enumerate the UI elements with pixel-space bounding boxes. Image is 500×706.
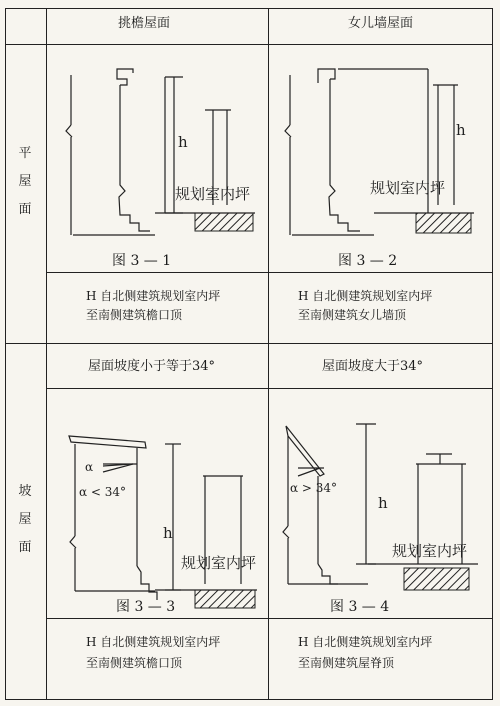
divider [46,272,493,273]
row-label-char: 屋 [18,174,32,189]
diagram-fig-3-2 [278,55,483,245]
site-elevation-label: 规划室内坪 [392,542,468,560]
diagram-fig-3-3 [55,396,260,611]
diagram-fig-3-1 [55,55,260,245]
site-elevation-label: 规划室内坪 [370,179,446,197]
angle-condition-label: α < 34° [79,485,127,499]
header-parapet-roof: 女儿墙屋面 [348,16,414,31]
angle-label: α [85,460,94,474]
figure-caption: 图 3 — 1 [112,253,172,269]
site-elevation-label: 规划室内坪 [181,554,257,572]
divider [46,8,47,700]
figure-desc-line: H 自北侧建筑规划室内坪 [86,635,221,649]
figure-caption: 图 3 — 3 [116,599,176,615]
figure-desc-line: H 自北侧建筑规划室内坪 [86,289,221,303]
height-label: h [163,524,173,542]
height-label: h [456,121,466,139]
figure-caption: 图 3 — 4 [330,599,390,615]
row-label-char: 坡 [18,484,32,499]
diagram-fig-3-4 [276,396,483,611]
row-label-char: 屋 [18,512,32,527]
divider [46,388,493,389]
height-label: h [378,494,388,512]
divider [46,618,493,619]
divider [268,8,269,700]
angle-condition-label: α > 34° [290,481,338,495]
slope-condition-gt34: 屋面坡度大于34° [322,359,424,374]
figure-caption: 图 3 — 2 [338,253,398,269]
figure-desc-line: 至南侧建筑檐口顶 [86,308,183,322]
header-eaves-roof: 挑檐屋面 [118,16,171,31]
height-label: h [178,133,188,151]
figure-desc-line: H 自北侧建筑规划室内坪 [298,635,433,649]
divider [5,343,493,344]
figure-desc-line: 至南侧建筑檐口顶 [86,656,183,670]
figure-desc-line: H 自北侧建筑规划室内坪 [298,289,433,303]
row-label-char: 面 [18,202,32,217]
figure-desc-line: 至南侧建筑屋脊顶 [298,656,395,670]
divider [5,44,493,45]
site-elevation-label: 规划室内坪 [175,185,251,203]
row-label-char: 平 [18,146,32,161]
slope-condition-le34: 屋面坡度小于等于34° [88,359,216,374]
figure-desc-line: 至南侧建筑女儿墙顶 [298,308,407,322]
row-label-char: 面 [18,540,32,555]
